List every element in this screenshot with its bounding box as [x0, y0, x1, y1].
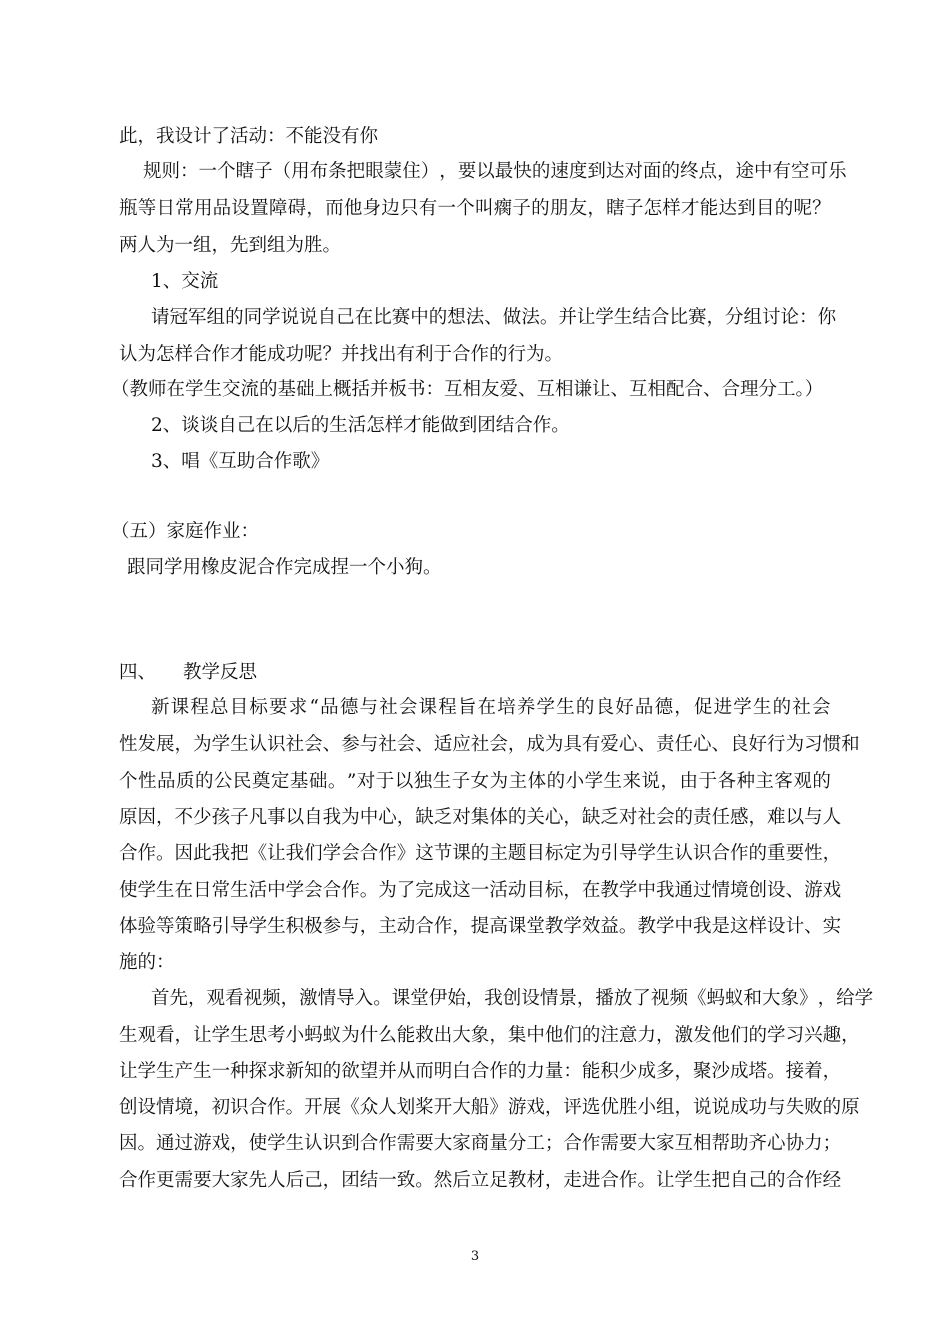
paragraph-line: 原 因 ， 不 少 孩 子 凡 事 以 自 我 为 中 心 ， 缺 乏 对 集 体 的 关 心 ， 缺 乏 对 社 会 的 责 任 感 ， 难 以 与 人 — [119, 807, 842, 828]
paragraph-line: 创 设 情 境 ， 初 识 合 作 。 开 展 《 众 人 划 桨 开 大 船 》 游 戏 ， 评 选 优 胜 小 组 ， 说 说 成 功 与 失 败 的 原 — [119, 1097, 860, 1118]
rule-line-2: 瓶 等 日 常 用 品 设 置 障 碍 ， 而 他 身 边 只 有 一 个 叫 瘸 子 的 朋 友 ， 瞎 子 怎 样 才 能 达 到 目 的 呢 ？ — [119, 198, 831, 219]
paragraph-line: 施的： — [119, 952, 175, 973]
homework-text: 跟同学用橡皮泥合作完成捏一个小狗。 — [127, 557, 442, 578]
list-item-sing: 3、唱《互助合作歌》 — [151, 451, 330, 472]
text-line: 认为怎样合作才能成功呢？并找出有利于合作的行为。 — [119, 344, 564, 365]
section-heading-reflection: 教学反思 — [183, 662, 258, 683]
paragraph-line: 性 发 展 ， 为 学 生 认 识 社 会 、 参 与 社 会 、 适 应 社 会 ， 成 为 具 有 爱 心 、 责 任 心 、 良 好 行 为 习 惯 和 — [119, 734, 860, 755]
list-item-communicate: 1、交流 — [151, 271, 219, 292]
paragraph-line: 因 。 通 过 游 戏 ， 使 学 生 认 识 到 合 作 需 要 大 家 商 量 分 工 ； 合 作 需 要 大 家 互 相 帮 助 齐 心 协 力 ； — [119, 1133, 842, 1154]
paragraph-line: 首 先 ， 观 看 视 频 ， 激 情 导 入 。 课 堂 伊 始 ， 我 创 设 情 景 ， 播 放 了 视 频 《 蚂 蚁 和 大 象 》 ， 给 学 — [151, 988, 874, 1009]
paragraph-line: 合 作 。 因 此 我 把 《 让 我 们 学 会 合 作 》 这 节 课 的 主 题 目 标 定 为 引 导 学 生 认 识 合 作 的 重 要 性 ， — [119, 843, 842, 864]
section-heading-homework: （五）家庭作业： — [111, 521, 260, 542]
paragraph-line: 个 性 品 质 的 公 民 奠 定 基 础 。 ” 对 于 以 独 生 子 女 为 主 体 的 小 学 生 来 说 ， 由 于 各 种 主 客 观 的 — [119, 771, 831, 792]
text-line: 两人为一组，先到组为胜。 — [119, 235, 342, 256]
paragraph-line: 生 观 看 ， 让 学 生 思 考 小 蚂 蚁 为 什 么 能 救 出 大 象 ， 集 中 他 们 的 注 意 力 ， 激 发 他 们 的 学 习 兴 趣 ， — [119, 1025, 860, 1046]
list-item-discuss: 2、谈谈自己在以后的生活怎样才能做到团结合作。 — [151, 415, 570, 436]
section-number: 四、 — [119, 662, 157, 683]
paragraph-line: 新 课 程 总 目 标 要 求 “ 品 德 与 社 会 课 程 旨 在 培 养 学 生 的 良 好 品 德 ， 促 进 学 生 的 社 会 — [151, 697, 831, 718]
text-line: 请 冠 军 组 的 同 学 说 说 自 己 在 比 赛 中 的 想 法 、 做 法 。 并 让 学 生 结 合 比 赛 ， 分 组 讨 论 ： 你 — [151, 307, 837, 328]
page-number: 3 — [470, 1249, 480, 1264]
teacher-note: （教师在学生交流的基础上概括并板书：互相友爱、互相谦让、互相配合、合理分工。） — [111, 379, 824, 400]
paragraph-line: 体 验 等 策 略 引 导 学 生 积 极 参 与 ， 主 动 合 作 ， 提 高 课 堂 教 学 效 益 。 教 学 中 我 是 这 样 设 计 、 实 — [119, 916, 842, 937]
text-line: 此，我设计了活动：不能没有你 — [119, 126, 379, 147]
paragraph-line: 让 学 生 产 生 一 种 探 求 新 知 的 欲 望 并 从 而 明 白 合 作 的 力 量 ： 能 积 少 成 多 ， 聚 沙 成 塔 。 接 着 ， — [119, 1061, 842, 1082]
paragraph-line: 使 学 生 在 日 常 生 活 中 学 会 合 作 。 为 了 完 成 这 一 活 动 目 标 ， 在 教 学 中 我 通 过 情 境 创 设 、 游 戏 — [119, 880, 842, 901]
paragraph-line: 合 作 更 需 要 大 家 先 人 后 己 ， 团 结 一 致 。 然 后 立 足 教 材 ， 走 进 合 作 。 让 学 生 把 自 己 的 合 作 经 — [119, 1170, 842, 1191]
rule-line-1: 规 则 ： 一 个 瞎 子 （ 用 布 条 把 眼 蒙 住 ） ， 要 以 最 快 的 速 度 到 达 对 面 的 终 点 ， 途 中 有 空 可 乐 — [143, 161, 847, 182]
